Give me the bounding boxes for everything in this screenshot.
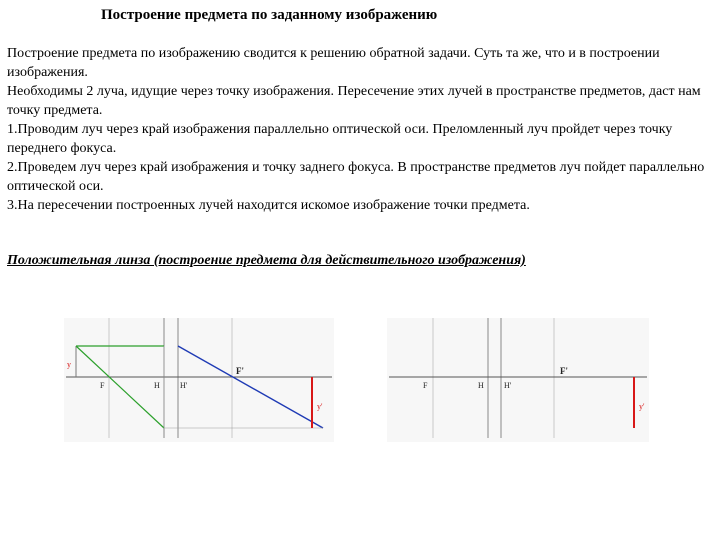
diagram-initial [387, 318, 649, 442]
label-h-prime: H' [180, 381, 188, 390]
diagram-construction [64, 318, 334, 442]
label-h-prime: H' [504, 381, 512, 390]
label-y: y [67, 360, 71, 369]
label-f: F [423, 381, 428, 390]
label-f-prime: F' [560, 366, 568, 376]
label-h: H [478, 381, 484, 390]
label-y-prime: y' [639, 402, 645, 411]
label-h: H [154, 381, 160, 390]
label-f: F [100, 381, 105, 390]
label-f-prime: F' [236, 366, 244, 376]
section-subheading: Положительная линза (построение предмета для действительного изображения) [7, 253, 526, 268]
paragraph-step-1: 1.Проводим луч через край изображения параллельно оптической оси. Преломленный луч пройдет через точку переднего фокуса. [7, 122, 673, 156]
paragraph-intro: Построение предмета по изображению сводится к решению обратной задачи. Суть та же, что и в построении изображения. [7, 46, 660, 80]
body-text [7, 44, 713, 215]
page-title: Построение предмета по заданному изображению [101, 7, 438, 23]
label-y-prime: y' [317, 402, 323, 411]
paragraph-step-3: 3.На пересечении построенных лучей находится искомое изображение точки предмета. [7, 198, 530, 213]
paragraph-rays: Необходимы 2 луча, идущие через точку изображения. Пересечение этих лучей в пространстве предметов, даст нам точку предмета. [7, 84, 701, 118]
paragraph-step-2: 2.Проведем луч через край изображения и точку заднего фокуса. В пространстве предметов луч пойдет параллельно оптической оси. [7, 160, 705, 194]
